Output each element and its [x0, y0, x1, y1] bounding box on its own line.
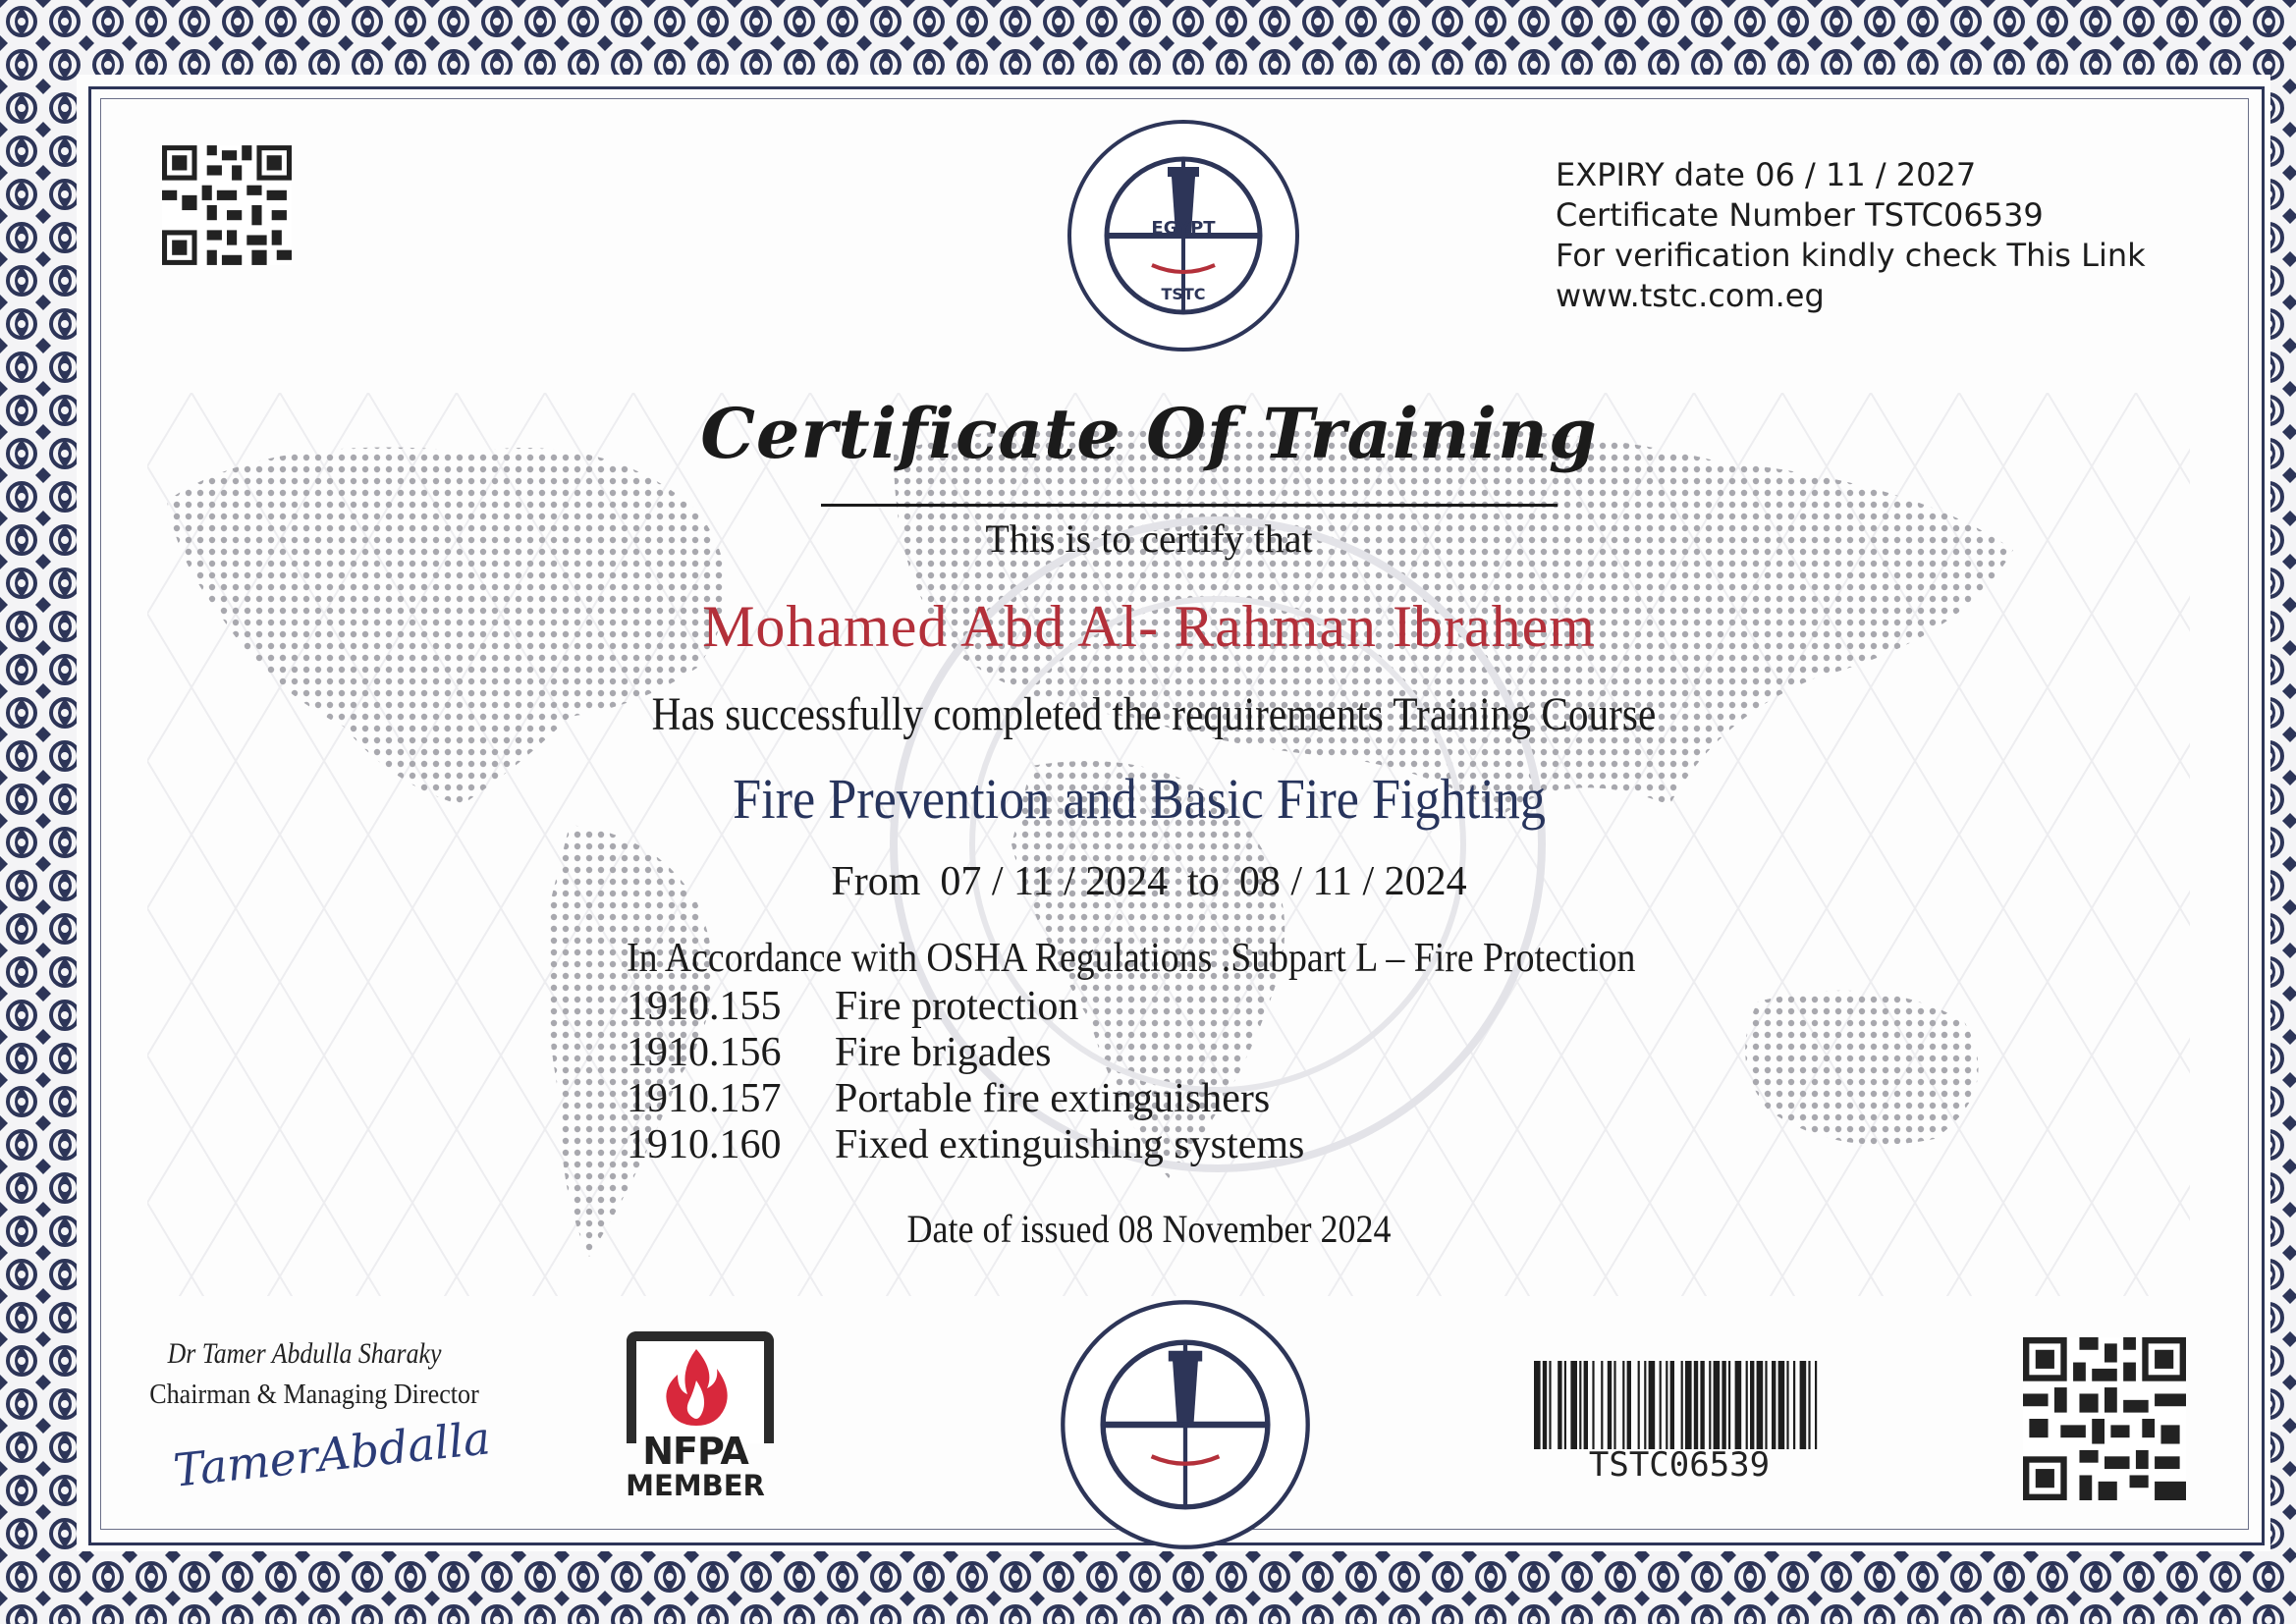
barcode-bar	[1681, 1361, 1683, 1449]
barcode	[1534, 1361, 1917, 1449]
list-item	[627, 1122, 1304, 1168]
course-name: Fire Prevention and Basic Fire Fighting	[733, 767, 1546, 831]
regulation-desc: Fire brigades	[835, 1030, 1052, 1075]
regulation-desc: Fixed extinguishing systems	[835, 1122, 1305, 1167]
nfpa-member-logo	[619, 1331, 772, 1502]
barcode-bar	[1728, 1361, 1730, 1449]
handwritten-signature: TamerAbdalla	[171, 1411, 493, 1497]
to-label: to	[1187, 859, 1220, 904]
certify-line: This is to certify that	[985, 516, 1313, 561]
title-underline	[821, 504, 1558, 507]
regulation-code: 1910.155	[627, 984, 782, 1029]
barcode-bar	[1613, 1361, 1615, 1449]
barcode-bar	[1558, 1361, 1561, 1449]
barcode-bar	[1772, 1361, 1776, 1449]
qr-code-icon[interactable]	[162, 145, 292, 265]
company-seal-bottom	[1059, 1298, 1312, 1551]
list-item	[627, 984, 1304, 1030]
verification-note: For verification kindly check This Link	[1556, 237, 2146, 274]
list-item	[627, 1076, 1304, 1122]
regulation-desc: Portable fire extinguishers	[835, 1076, 1271, 1121]
barcode-bar	[1793, 1361, 1795, 1449]
signatory-role: Chairman & Managing Director	[149, 1379, 479, 1410]
date-to: 08 / 11 / 2024	[1238, 859, 1467, 904]
seal-badge-text: TSTC	[1161, 285, 1206, 303]
barcode-bar	[1543, 1361, 1547, 1449]
expiry-date: EXPIRY date 06 / 11 / 2027	[1556, 156, 1977, 193]
barcode-bar	[1670, 1361, 1674, 1449]
regulation-code: 1910.156	[627, 1030, 782, 1075]
seal-center-text: EGYPT	[1151, 218, 1216, 239]
barcode-bar	[1649, 1361, 1656, 1449]
certificate-number: Certificate Number TSTC06539	[1556, 196, 2044, 234]
barcode-bar	[1694, 1361, 1698, 1449]
list-item	[627, 1030, 1304, 1076]
barcode-bar	[1592, 1361, 1594, 1449]
barcode-bar	[1601, 1361, 1603, 1449]
certificate-title: Certificate Of Training	[700, 393, 1598, 474]
certificate-meta	[1556, 155, 2146, 316]
nfpa-word: NFPA	[642, 1430, 748, 1473]
barcode-bar	[1638, 1361, 1640, 1449]
flame-icon	[658, 1347, 735, 1428]
issue-date: Date of issued 08 November 2024	[906, 1207, 1392, 1251]
barcode-bar	[1709, 1361, 1711, 1449]
completed-line: Has successfully completed the requirements Training Course	[651, 688, 1657, 740]
barcode-bar	[1579, 1361, 1581, 1449]
recipient-name: Mohamed Abd Al- Rahman Ibrahem	[702, 594, 1596, 659]
barcode-bar	[1549, 1361, 1551, 1449]
barcode-bar	[1735, 1361, 1742, 1449]
barcode-bar	[1722, 1361, 1725, 1449]
barcode-bar	[1666, 1361, 1667, 1449]
regulation-code: 1910.157	[627, 1076, 782, 1121]
regulation-desc: Fire protection	[835, 984, 1079, 1029]
barcode-bar	[1644, 1361, 1646, 1449]
barcode-bar	[1750, 1361, 1754, 1449]
barcode-bar	[1660, 1361, 1662, 1449]
nfpa-member-text: MEMBER	[626, 1469, 765, 1502]
barcode-bar	[1700, 1361, 1704, 1449]
barcode-bar	[1570, 1361, 1577, 1449]
signatory-name: Dr Tamer Abdulla Sharaky	[167, 1337, 442, 1370]
verification-link[interactable]: www.tstc.com.eg	[1556, 277, 1825, 314]
barcode-bar	[1534, 1361, 1541, 1449]
barcode-bar	[1815, 1361, 1817, 1449]
barcode-bar	[1608, 1361, 1612, 1449]
qr-code-icon[interactable]	[2023, 1337, 2186, 1500]
barcode-bar	[1778, 1361, 1785, 1449]
barcode-bar	[1627, 1361, 1631, 1449]
regulation-code: 1910.160	[627, 1122, 782, 1167]
barcode-bar	[1564, 1361, 1566, 1449]
barcode-bar	[1685, 1361, 1692, 1449]
accordance-line: In Accordance with OSHA Regulations .Subpart L – Fire Protection	[627, 936, 1636, 981]
course-dates	[687, 858, 1611, 905]
barcode-bar	[1622, 1361, 1624, 1449]
barcode-text: TSTC06539	[1588, 1445, 1771, 1485]
barcode-bar	[1800, 1361, 1807, 1449]
barcode-bar	[1765, 1361, 1767, 1449]
from-label: From	[831, 859, 921, 904]
barcode-bar	[1786, 1361, 1788, 1449]
barcode-bar	[1808, 1361, 1810, 1449]
date-from: 07 / 11 / 2024	[940, 859, 1169, 904]
barcode-bar	[1746, 1361, 1748, 1449]
barcode-bar	[1584, 1361, 1588, 1449]
barcode-bar	[1757, 1361, 1764, 1449]
regulations-list	[627, 984, 1304, 1168]
barcode-bar	[1714, 1361, 1721, 1449]
